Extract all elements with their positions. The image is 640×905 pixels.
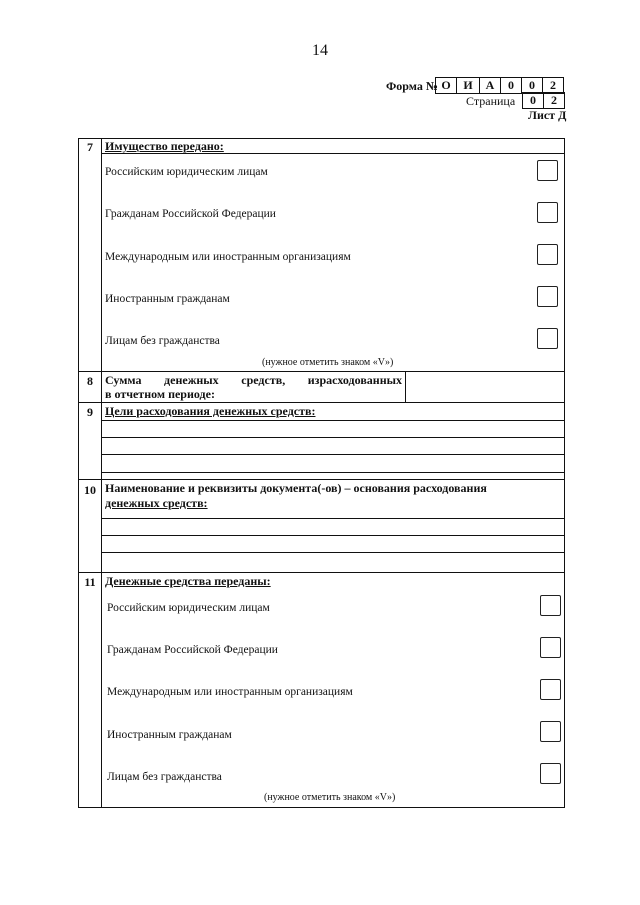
section-10-heading-line-1: Наименование и реквизиты документа(-ов) – основания расходования xyxy=(105,481,487,495)
divider xyxy=(78,402,565,403)
sheet-label: Лист Д xyxy=(528,108,567,122)
form-code-cell: 0 xyxy=(521,77,543,94)
table-bottom-border xyxy=(78,807,565,808)
divider xyxy=(78,572,565,573)
divider xyxy=(101,153,564,154)
section-11-note: (нужное отметить знаком «V») xyxy=(264,792,396,803)
section-7-option-5: Лицам без гражданства xyxy=(105,335,220,347)
form-code-cell: 0 xyxy=(500,77,522,94)
section-10-heading-line-2: денежных средств: xyxy=(105,496,208,510)
checkbox-section-11-option-2[interactable] xyxy=(540,637,561,658)
number-column-border xyxy=(101,138,102,808)
checkbox-section-11-option-3[interactable] xyxy=(540,679,561,700)
form-code-cell: О xyxy=(435,77,457,94)
section-11-heading: Денежные средства переданы: xyxy=(105,574,271,588)
section-11-option-1: Российским юридическим лицам xyxy=(107,602,270,614)
checkbox-section-11-option-5[interactable] xyxy=(540,763,561,784)
amount-field[interactable] xyxy=(406,372,564,402)
page-code xyxy=(523,92,565,109)
section-7-option-3: Международным или иностранным организациям xyxy=(105,251,351,263)
page-code-cell: 0 xyxy=(522,92,544,109)
divider xyxy=(78,479,565,480)
form-code-cell: А xyxy=(479,77,501,94)
checkbox-section-11-option-4[interactable] xyxy=(540,721,561,742)
section-7-heading: Имущество передано: xyxy=(105,139,224,153)
section-8-heading-line-1: Сумма денежных средств, израсходованных xyxy=(105,373,402,387)
blank-line[interactable] xyxy=(101,535,564,536)
page-label: Страница xyxy=(466,94,516,108)
form-code-cell: И xyxy=(456,77,480,94)
section-9-number: 9 xyxy=(87,405,93,419)
form-number-label: Форма № xyxy=(386,79,438,93)
checkbox-section-7-option-4[interactable] xyxy=(537,286,558,307)
checkbox-section-7-option-5[interactable] xyxy=(537,328,558,349)
section-7-note: (нужное отметить знаком «V») xyxy=(262,357,394,368)
form-code-cell: 2 xyxy=(542,77,564,94)
section-11-number: 11 xyxy=(84,575,96,589)
checkbox-section-7-option-3[interactable] xyxy=(537,244,558,265)
section-7-option-1: Российским юридическим лицам xyxy=(105,166,268,178)
blank-line[interactable] xyxy=(101,552,564,553)
section-8-number: 8 xyxy=(87,374,93,388)
section-11-option-4: Иностранным гражданам xyxy=(107,729,232,741)
checkbox-section-7-option-2[interactable] xyxy=(537,202,558,223)
blank-line[interactable] xyxy=(101,454,564,455)
blank-line[interactable] xyxy=(101,437,564,438)
page-code-cell: 2 xyxy=(543,92,565,109)
section-8-heading-line-2: в отчетном периоде: xyxy=(105,387,215,401)
section-11-option-3: Международным или иностранным организациям xyxy=(107,686,353,698)
table-left-border xyxy=(78,138,79,808)
blank-line[interactable] xyxy=(101,420,564,421)
section-7-number: 7 xyxy=(87,140,93,154)
section-11-option-5: Лицам без гражданства xyxy=(107,771,222,783)
section-9-heading: Цели расходования денежных средств: xyxy=(105,404,316,418)
blank-line[interactable] xyxy=(101,472,564,473)
blank-line[interactable] xyxy=(101,518,564,519)
checkbox-section-11-option-1[interactable] xyxy=(540,595,561,616)
page-number: 14 xyxy=(312,42,328,59)
section-10-number: 10 xyxy=(84,483,96,497)
section-11-option-2: Гражданам Российской Федерации xyxy=(107,644,278,656)
table-right-border xyxy=(564,138,565,808)
section-7-option-4: Иностранным гражданам xyxy=(105,293,230,305)
section-7-option-2: Гражданам Российской Федерации xyxy=(105,208,276,220)
checkbox-section-7-option-1[interactable] xyxy=(537,160,558,181)
